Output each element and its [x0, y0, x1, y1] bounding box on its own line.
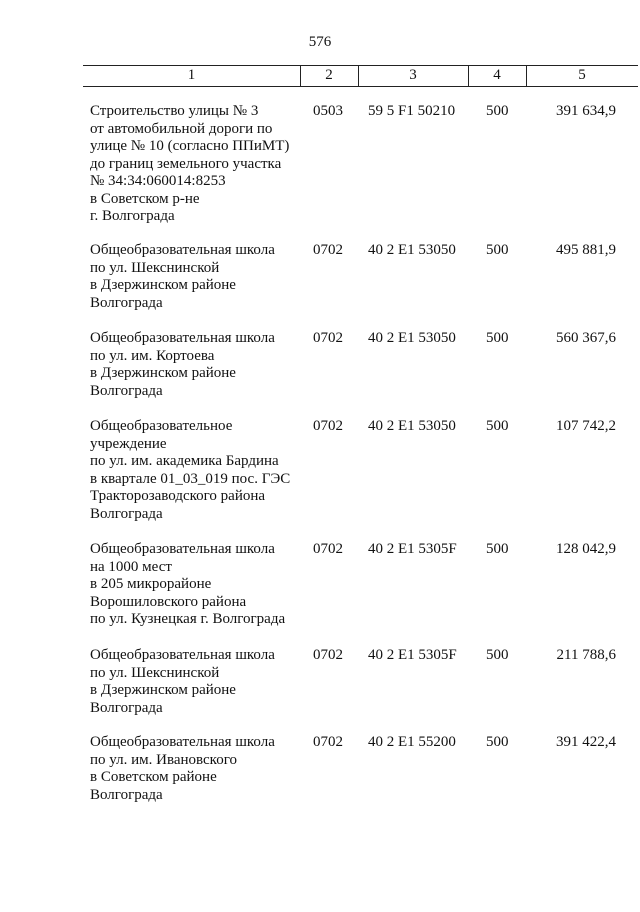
amount: 211 788,6 [556, 647, 616, 663]
table-header-rule [83, 86, 638, 87]
object-name-line: Общеобразовательная школа [90, 242, 275, 258]
object-name [90, 541, 300, 629]
object-name-line: в квартале 01_03_019 пос. ГЭС [90, 470, 291, 487]
object-name-line: улице № 10 (согласно ППиМТ) [90, 138, 290, 154]
object-name-line: в Дзержинском районе [90, 365, 236, 381]
object-name-line: Общеобразовательная школа [90, 541, 275, 557]
expense-type: 500 [486, 242, 509, 258]
header-col-1: 1 [187, 67, 196, 83]
header-col-5: 5 [578, 67, 586, 83]
amount: 560 367,6 [556, 330, 616, 346]
object-name-line: по ул. им. Кортоева [90, 347, 215, 364]
object-name [90, 418, 300, 523]
object-name-line: г. Волгограда [90, 208, 175, 224]
object-name [90, 103, 300, 226]
object-name-line: на 1000 мест [90, 558, 172, 575]
object-name-line: Ворошиловского района [90, 593, 247, 610]
expense-type: 500 [486, 330, 509, 346]
target-article: 40 2 E1 53050 [368, 330, 456, 346]
object-name-line: Волгограда [90, 699, 163, 716]
object-name-line: Волгограда [90, 505, 163, 522]
expense-type: 500 [486, 734, 509, 750]
object-name [90, 647, 300, 717]
object-name-line: Общеобразовательная школа [90, 330, 275, 346]
target-article: 59 5 F1 50210 [368, 103, 456, 119]
expense-type: 500 [486, 647, 509, 663]
object-name-line: Волгограда [90, 382, 163, 399]
object-name [90, 734, 300, 804]
target-article: 40 2 E1 5305F [368, 647, 457, 663]
expense-type: 500 [486, 103, 509, 119]
expense-type: 500 [486, 541, 509, 557]
object-name-line: по ул. им. академика Бардина [90, 453, 279, 469]
object-name-line: в Советском районе [90, 769, 217, 785]
object-name-line: Общеобразовательная школа [90, 647, 275, 663]
section-code: 0702 [313, 647, 343, 663]
table-top-rule [83, 65, 638, 66]
section-code: 0702 [313, 418, 343, 434]
object-name-line: до границ земельного участка [90, 155, 282, 172]
object-name-line: Волгограда [90, 294, 163, 311]
amount: 495 881,9 [556, 242, 616, 258]
header-col-2: 2 [325, 67, 333, 83]
amount: 391 634,9 [556, 103, 616, 119]
object-name-line: Общеобразовательная школа [90, 734, 275, 750]
amount: 128 042,9 [556, 541, 616, 557]
object-name [90, 330, 300, 400]
object-name-line: в Дзержинском районе [90, 277, 236, 293]
page-number: 576 [308, 34, 332, 50]
expense-type: 500 [486, 418, 509, 434]
header-col-3: 3 [409, 67, 417, 83]
object-name [90, 242, 300, 312]
object-name-line: по ул. Кузнецкая г. Волгограда [90, 611, 286, 627]
object-name-line: Тракторозаводского района [90, 488, 266, 504]
amount: 107 742,2 [556, 418, 616, 434]
section-code: 0702 [313, 734, 343, 750]
object-name-line: по ул. Шекснинской [90, 259, 220, 276]
target-article: 40 2 E1 53050 [368, 418, 456, 434]
object-name-line: в Дзержинском районе [90, 682, 236, 698]
object-name-line: по ул. Шекснинской [90, 664, 220, 681]
section-code: 0702 [313, 541, 343, 557]
object-name-line: Волгограда [90, 786, 163, 803]
object-name-line: учреждение [90, 435, 167, 452]
section-code: 0702 [313, 242, 343, 258]
object-name-line: Строительство улицы № 3 [90, 103, 259, 119]
amount: 391 422,4 [556, 734, 616, 750]
target-article: 40 2 E1 53050 [368, 242, 456, 258]
object-name-line: Общеобразовательное [90, 418, 233, 434]
target-article: 40 2 E1 55200 [368, 734, 456, 750]
section-code: 0503 [313, 103, 343, 119]
header-col-4: 4 [493, 67, 501, 83]
object-name-line: № 34:34:060014:8253 [90, 173, 226, 189]
object-name-line: в 205 микрорайоне [90, 576, 212, 592]
target-article: 40 2 E1 5305F [368, 541, 457, 557]
object-name-line: по ул. им. Ивановского [90, 751, 237, 768]
object-name-line: от автомобильной дороги по [90, 120, 273, 137]
section-code: 0702 [313, 330, 343, 346]
object-name-line: в Советском р-не [90, 190, 200, 207]
